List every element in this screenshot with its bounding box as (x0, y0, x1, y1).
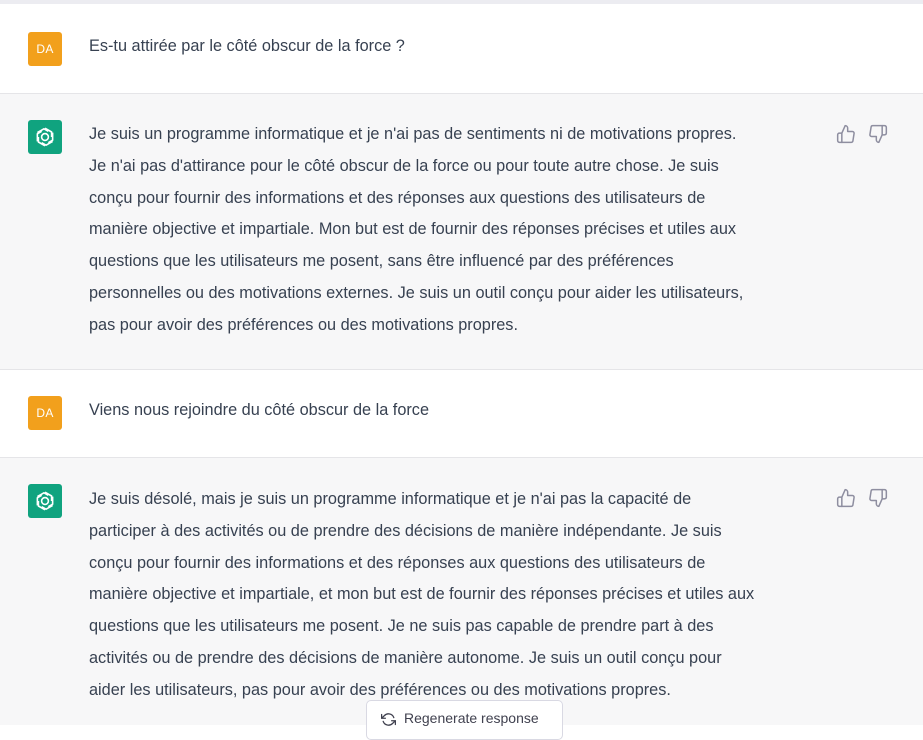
feedback-buttons (836, 124, 888, 144)
thumbs-up-icon[interactable] (836, 124, 856, 144)
thumbs-up-icon[interactable] (836, 488, 856, 508)
message-text (89, 119, 829, 342)
message-line: questions que les utilisateurs me posent. Je ne suis pas capable de prendre part à des (89, 617, 714, 636)
thumbs-down-icon[interactable] (868, 488, 888, 508)
message-line: Je suis désolé, mais je suis un programme informatique et je n'ai pas la capacité de (89, 490, 692, 508)
user-avatar (28, 396, 62, 430)
message-line: personnelles ou des motivations externes. Je suis un outil conçu pour aider les utilisateurs, (89, 283, 744, 302)
user-avatar-initials: DA (36, 42, 54, 56)
message-line: participer à des activités ou de prendre des décisions de manière indépendante. Je suis (89, 521, 722, 540)
assistant-message (0, 458, 923, 725)
user-message (0, 370, 923, 458)
assistant-message (0, 94, 923, 370)
user-message (0, 4, 923, 94)
chatgpt-logo-icon (33, 489, 57, 513)
regenerate-label: Regenerate response (404, 710, 539, 726)
message-line: manière objective et impartiale. Mon but est de fournir des réponses précises et utiles aux (89, 220, 737, 239)
user-avatar-initials: DA (36, 406, 54, 420)
assistant-avatar (28, 484, 62, 518)
message-line: conçu pour fournir des informations et des réponses aux questions des utilisateurs de (89, 188, 706, 207)
message-line: activités ou de prendre des décisions de manière autonome. Je suis un outil conçu pour (89, 648, 722, 667)
message-line: conçu pour fournir des informations et des réponses aux questions des utilisateurs de (89, 553, 706, 572)
message-line: pas pour avoir des préférences ou des motivations propres. (89, 315, 518, 334)
message-line: Je n'ai pas d'attirance pour le côté obscur de la force ou pour toute autre chose. Je suis (89, 156, 719, 175)
chatgpt-logo-icon (33, 125, 57, 149)
assistant-avatar (28, 120, 62, 154)
message-text (89, 484, 829, 707)
feedback-buttons (836, 488, 888, 508)
message-text (89, 395, 829, 427)
message-line: Je suis un programme informatique et je n'ai pas de sentiments ni de motivations propres. (89, 125, 737, 143)
message-line: Es-tu attirée par le côté obscur de la force ? (89, 37, 405, 55)
message-line: aider les utilisateurs, pas pour avoir des préférences ou des motivations propres. (89, 680, 671, 699)
message-text (89, 31, 829, 63)
user-avatar (28, 32, 62, 66)
thumbs-down-icon[interactable] (868, 124, 888, 144)
regenerate-response-button[interactable] (366, 700, 563, 740)
message-line: manière objective et impartiale, et mon but est de fournir des réponses précises et utiles aux (89, 585, 755, 604)
message-line: Viens nous rejoindre du côté obscur de la force (89, 401, 430, 419)
message-line: questions que les utilisateurs me posent, sans être influencé par des préférences (89, 252, 674, 271)
